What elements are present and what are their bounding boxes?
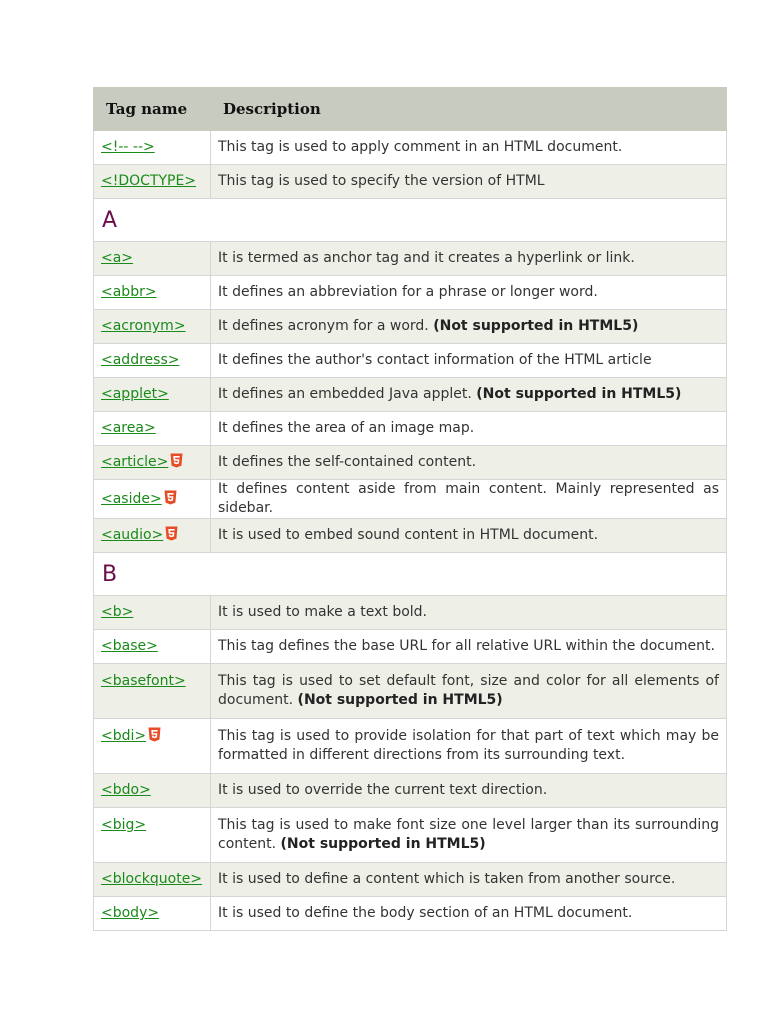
tag-link[interactable]: <acronym> (101, 318, 186, 334)
description-cell (211, 863, 727, 897)
description-text: This tag is used to apply comment in an HTML document. (218, 139, 623, 155)
tag-cell (94, 310, 211, 344)
table-body (94, 131, 727, 931)
description-text: This tag is used to set default font, size and color for all elements of document. (218, 673, 719, 708)
table-row (94, 344, 727, 378)
tag-link[interactable]: <body> (101, 905, 160, 921)
description-cell (211, 808, 727, 863)
table-row (94, 378, 727, 412)
description-cell (211, 412, 727, 446)
tag-cell (94, 344, 211, 378)
description-cell (211, 897, 727, 931)
table-row (94, 808, 727, 863)
description-cell (211, 446, 727, 480)
description-cell (211, 630, 727, 664)
tag-cell (94, 664, 211, 719)
description-cell (211, 378, 727, 412)
html5-shield-icon (170, 453, 183, 468)
description-text: This tag defines the base URL for all relative URL within the document. (218, 638, 715, 654)
not-supported-note: (Not supported in HTML5) (433, 318, 639, 334)
description-cell (211, 774, 727, 808)
tag-link[interactable]: <bdo> (101, 782, 151, 798)
tag-cell (94, 863, 211, 897)
table-row (94, 131, 727, 165)
table-header-row (94, 88, 727, 131)
tag-link[interactable]: <blockquote> (101, 871, 203, 887)
html5-shield-icon (148, 727, 161, 742)
tag-cell (94, 378, 211, 412)
tag-cell (94, 596, 211, 630)
header-description: Description (211, 88, 727, 131)
tag-link[interactable]: <b> (101, 604, 134, 620)
tag-link[interactable]: <applet> (101, 386, 169, 402)
tag-cell (94, 630, 211, 664)
description-text: It defines content aside from main content. Mainly represented as sidebar. (218, 481, 719, 516)
tag-link[interactable]: <article> (101, 454, 169, 470)
table-row (94, 897, 727, 931)
tag-link[interactable]: <big> (101, 817, 147, 833)
description-text: It defines the self-contained content. (218, 454, 477, 470)
tag-link[interactable]: <basefont> (101, 673, 186, 689)
tag-cell (94, 131, 211, 165)
table-row (94, 664, 727, 719)
tag-cell (94, 719, 211, 774)
tag-cell (94, 519, 211, 553)
tag-link[interactable]: <base> (101, 638, 158, 654)
description-text: It is used to define a content which is taken from another source. (218, 871, 676, 887)
table-row (94, 719, 727, 774)
html5-shield-icon (164, 490, 177, 505)
tag-link[interactable]: <abbr> (101, 284, 157, 300)
tag-link[interactable]: <!DOCTYPE> (101, 173, 197, 189)
not-supported-note: (Not supported in HTML5) (297, 692, 503, 708)
tag-cell (94, 276, 211, 310)
tag-link[interactable]: <audio> (101, 527, 164, 543)
table-row (94, 774, 727, 808)
html5-shield-icon (165, 526, 178, 541)
tag-link[interactable]: <!-- --> (101, 139, 155, 155)
table-row (94, 863, 727, 897)
letter-section-row (94, 553, 727, 596)
not-supported-note: (Not supported in HTML5) (280, 836, 486, 852)
description-text: It is used to make a text bold. (218, 604, 428, 620)
table-row (94, 519, 727, 553)
table-row (94, 446, 727, 480)
section-letter: B (94, 553, 727, 596)
description-cell (211, 719, 727, 774)
tag-cell (94, 480, 211, 519)
description-text: It defines the area of an image map. (218, 420, 475, 436)
table-row (94, 310, 727, 344)
tag-link[interactable]: <area> (101, 420, 156, 436)
description-text: It is used to embed sound content in HTML document. (218, 527, 599, 543)
description-cell (211, 165, 727, 199)
description-cell (211, 519, 727, 553)
description-text: This tag is used to make font size one level larger than its surrounding content. (218, 817, 719, 852)
tag-link[interactable]: <a> (101, 250, 134, 266)
table-row (94, 412, 727, 446)
table-row (94, 242, 727, 276)
tag-cell (94, 808, 211, 863)
description-cell (211, 596, 727, 630)
description-text: This tag is used to specify the version of HTML (218, 173, 545, 189)
table-row (94, 596, 727, 630)
description-text: It is termed as anchor tag and it creates a hyperlink or link. (218, 250, 635, 266)
not-supported-note: (Not supported in HTML5) (476, 386, 682, 402)
description-cell (211, 276, 727, 310)
letter-section-row (94, 199, 727, 242)
description-cell (211, 242, 727, 276)
description-cell (211, 480, 727, 519)
table-row (94, 165, 727, 199)
section-letter: A (94, 199, 727, 242)
description-text: It is used to override the current text direction. (218, 782, 548, 798)
tag-cell (94, 774, 211, 808)
table-row (94, 630, 727, 664)
tag-link[interactable]: <address> (101, 352, 180, 368)
tag-cell (94, 446, 211, 480)
tag-cell (94, 165, 211, 199)
table-row (94, 480, 727, 519)
tag-link[interactable]: <bdi> (101, 728, 147, 744)
description-cell (211, 310, 727, 344)
description-text: It defines an abbreviation for a phrase or longer word. (218, 284, 598, 300)
tag-cell (94, 242, 211, 276)
header-tag-name: Tag name (94, 88, 211, 131)
tag-link[interactable]: <aside> (101, 490, 162, 507)
description-cell (211, 664, 727, 719)
description-text: It defines acronym for a word. (218, 318, 429, 334)
html-tags-table (93, 87, 727, 931)
table-row (94, 276, 727, 310)
description-text: It defines the author's contact information of the HTML article (218, 352, 652, 368)
description-cell (211, 344, 727, 378)
description-text: It is used to define the body section of an HTML document. (218, 905, 633, 921)
description-text: This tag is used to provide isolation for that part of text which may be formatted in different directions from its surrounding text. (218, 728, 719, 763)
description-text: It defines an embedded Java applet. (218, 386, 472, 402)
description-cell (211, 131, 727, 165)
tag-cell (94, 897, 211, 931)
tag-cell (94, 412, 211, 446)
